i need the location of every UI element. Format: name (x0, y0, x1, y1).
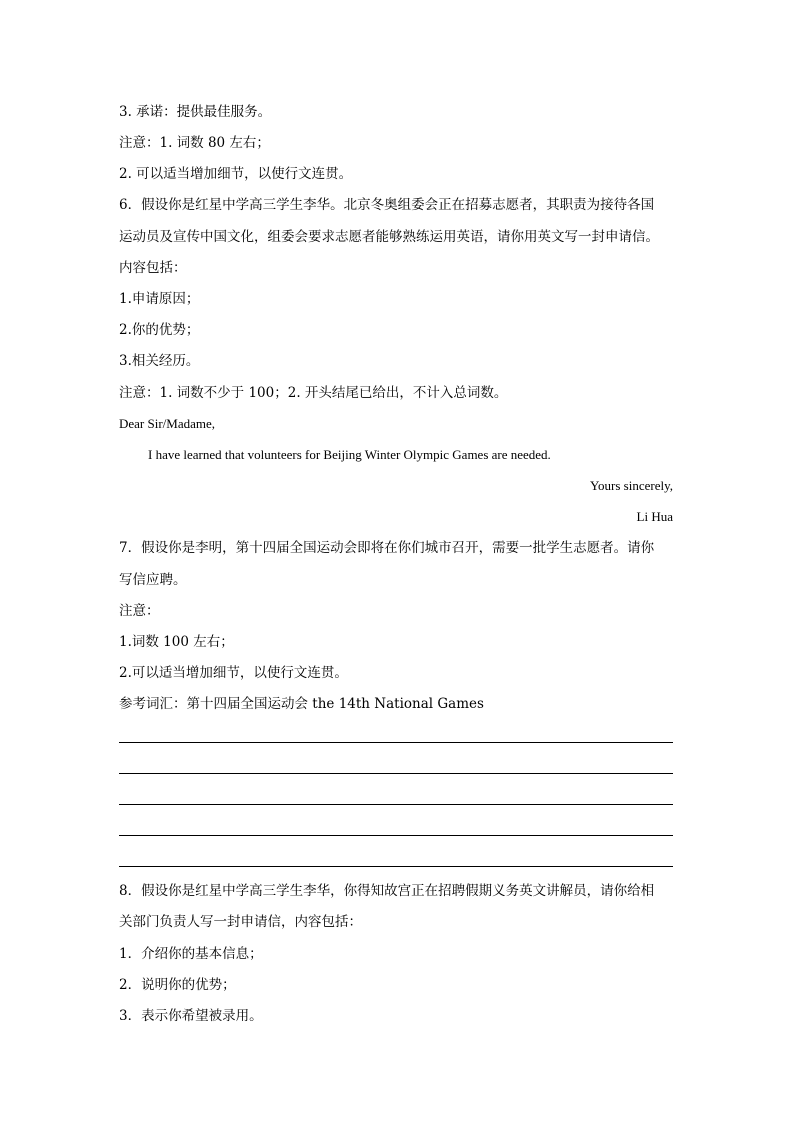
question-6-item-1: 1.申请原因； (119, 291, 200, 307)
question-7-line-1: 7．假设你是李明，第十四届全国运动会即将在你们城市召开，需要一批学生志愿者。请你 (119, 540, 655, 556)
detail-note: 2. 可以适当增加细节，以使行文连贯。 (119, 166, 353, 182)
answer-line (119, 742, 673, 743)
question-6-item-3: 3.相关经历。 (119, 353, 200, 369)
answer-line (119, 804, 673, 805)
word-count-note: 注意：1. 词数 80 左右； (119, 135, 270, 151)
question-8-item-2: 2．说明你的优势； (119, 977, 236, 993)
letter-signature: Li Hua (636, 509, 673, 524)
question-8-line-2: 关部门负责人写一封申请信，内容包括： (119, 914, 362, 930)
commitment-item: 3. 承诺：提供最佳服务。 (119, 104, 272, 120)
question-6-note: 注意：1. 词数不少于 100；2. 开头结尾已给出，不计入总词数。 (119, 385, 508, 401)
question-8-item-1: 1．介绍你的基本信息； (119, 946, 263, 962)
answer-line (119, 773, 673, 774)
question-6-line-2: 运动员及宣传中国文化，组委会要求志愿者能够熟练运用英语，请你用英文写一封申请信。 (119, 229, 659, 245)
letter-opening: I have learned that volunteers for Beijing Winter Olympic Games are needed. (148, 447, 551, 462)
question-6-line-1: 6．假设你是红星中学高三学生李华。北京冬奥组委会正在招募志愿者，其职责为接待各国 (119, 197, 655, 213)
question-7-note-2: 2.可以适当增加细节，以使行文连贯。 (119, 665, 348, 681)
answer-line (119, 835, 673, 836)
question-7-note-1: 1.词数 100 左右； (119, 634, 234, 650)
question-6-item-2: 2.你的优势； (119, 322, 200, 338)
letter-closing: Yours sincerely, (589, 478, 673, 493)
question-7-vocabulary: 参考词汇：第十四届全国运动会 the 14th National Games (119, 696, 484, 712)
question-7-note-label: 注意： (119, 603, 160, 619)
question-8-item-3: 3．表示你希望被录用。 (119, 1008, 263, 1024)
question-7-line-2: 写信应聘。 (119, 572, 187, 588)
question-6-contents-label: 内容包括： (119, 260, 187, 276)
letter-salutation: Dear Sir/Madame, (119, 416, 216, 431)
question-8-line-1: 8．假设你是红星中学高三学生李华，你得知故宫正在招聘假期义务英文讲解员，请你给相 (119, 883, 655, 899)
answer-line (119, 866, 673, 867)
